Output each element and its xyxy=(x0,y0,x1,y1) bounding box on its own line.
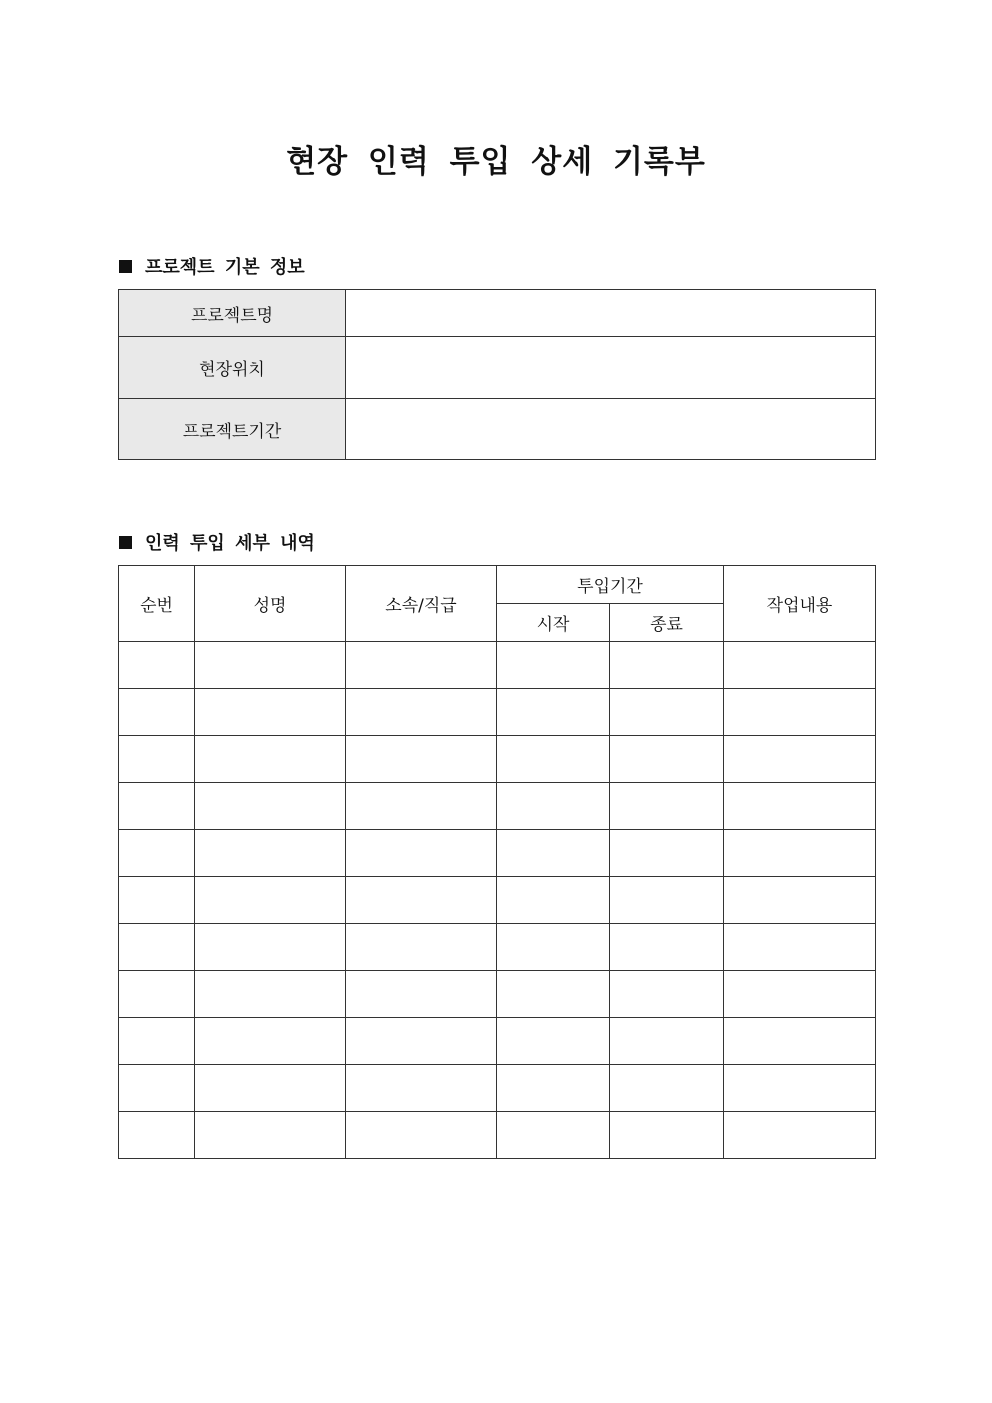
end-cell[interactable] xyxy=(610,1112,724,1159)
table-header-row xyxy=(119,566,876,604)
personnel-detail-table xyxy=(118,565,876,1159)
table-row xyxy=(119,337,876,399)
name-cell[interactable] xyxy=(195,924,346,971)
site-location-label: 현장위치 xyxy=(119,337,346,399)
start-cell[interactable] xyxy=(497,783,610,830)
no-cell[interactable] xyxy=(119,971,195,1018)
end-cell[interactable] xyxy=(610,971,724,1018)
no-cell[interactable] xyxy=(119,924,195,971)
column-header-no: 순번 xyxy=(119,566,195,642)
work-cell[interactable] xyxy=(724,1065,876,1112)
square-bullet-icon xyxy=(119,260,132,273)
end-cell[interactable] xyxy=(610,830,724,877)
affiliation-cell[interactable] xyxy=(346,877,497,924)
affiliation-cell[interactable] xyxy=(346,1065,497,1112)
document-title: 현장 인력 투입 상세 기록부 xyxy=(286,144,706,180)
start-cell[interactable] xyxy=(497,736,610,783)
affiliation-cell[interactable] xyxy=(346,689,497,736)
no-cell[interactable] xyxy=(119,1018,195,1065)
name-cell[interactable] xyxy=(195,1065,346,1112)
column-header-name: 성명 xyxy=(195,566,346,642)
table-row xyxy=(119,924,876,971)
name-cell[interactable] xyxy=(195,642,346,689)
start-cell[interactable] xyxy=(497,642,610,689)
table-row xyxy=(119,642,876,689)
end-cell[interactable] xyxy=(610,1018,724,1065)
table-row xyxy=(119,689,876,736)
column-header-period: 투입기간 xyxy=(497,566,724,604)
name-cell[interactable] xyxy=(195,1018,346,1065)
work-cell[interactable] xyxy=(724,689,876,736)
table-row xyxy=(119,290,876,337)
no-cell[interactable] xyxy=(119,736,195,783)
personnel-rows xyxy=(119,642,876,1159)
section-heading-project-info xyxy=(119,253,305,279)
column-header-affiliation: 소속/직급 xyxy=(346,566,497,642)
name-cell[interactable] xyxy=(195,877,346,924)
table-row xyxy=(119,1112,876,1159)
start-cell[interactable] xyxy=(497,924,610,971)
column-header-work: 작업내용 xyxy=(724,566,876,642)
start-cell[interactable] xyxy=(497,689,610,736)
affiliation-cell[interactable] xyxy=(346,642,497,689)
table-row xyxy=(119,971,876,1018)
start-cell[interactable] xyxy=(497,1018,610,1065)
affiliation-cell[interactable] xyxy=(346,1112,497,1159)
section-heading-personnel xyxy=(119,529,315,555)
end-cell[interactable] xyxy=(610,783,724,830)
start-cell[interactable] xyxy=(497,877,610,924)
affiliation-cell[interactable] xyxy=(346,1018,497,1065)
no-cell[interactable] xyxy=(119,830,195,877)
work-cell[interactable] xyxy=(724,1018,876,1065)
column-header-start: 시작 xyxy=(497,604,610,642)
affiliation-cell[interactable] xyxy=(346,924,497,971)
affiliation-cell[interactable] xyxy=(346,830,497,877)
project-period-field[interactable] xyxy=(346,399,876,460)
work-cell[interactable] xyxy=(724,877,876,924)
name-cell[interactable] xyxy=(195,783,346,830)
affiliation-cell[interactable] xyxy=(346,971,497,1018)
project-name-label: 프로젝트명 xyxy=(119,290,346,337)
affiliation-cell[interactable] xyxy=(346,783,497,830)
table-row xyxy=(119,399,876,460)
no-cell[interactable] xyxy=(119,1065,195,1112)
table-row xyxy=(119,877,876,924)
project-name-field[interactable] xyxy=(346,290,876,337)
project-period-label: 프로젝트기간 xyxy=(119,399,346,460)
table-row xyxy=(119,736,876,783)
work-cell[interactable] xyxy=(724,830,876,877)
start-cell[interactable] xyxy=(497,1065,610,1112)
end-cell[interactable] xyxy=(610,924,724,971)
name-cell[interactable] xyxy=(195,971,346,1018)
work-cell[interactable] xyxy=(724,642,876,689)
start-cell[interactable] xyxy=(497,971,610,1018)
work-cell[interactable] xyxy=(724,1112,876,1159)
end-cell[interactable] xyxy=(610,689,724,736)
work-cell[interactable] xyxy=(724,736,876,783)
work-cell[interactable] xyxy=(724,971,876,1018)
section-heading-text: 인력 투입 세부 내역 xyxy=(145,533,315,554)
no-cell[interactable] xyxy=(119,1112,195,1159)
table-row xyxy=(119,830,876,877)
name-cell[interactable] xyxy=(195,736,346,783)
work-cell[interactable] xyxy=(724,924,876,971)
no-cell[interactable] xyxy=(119,642,195,689)
square-bullet-icon xyxy=(119,536,132,549)
site-location-field[interactable] xyxy=(346,337,876,399)
table-row xyxy=(119,1065,876,1112)
end-cell[interactable] xyxy=(610,877,724,924)
no-cell[interactable] xyxy=(119,877,195,924)
table-row xyxy=(119,1018,876,1065)
end-cell[interactable] xyxy=(610,642,724,689)
column-header-end: 종료 xyxy=(610,604,724,642)
name-cell[interactable] xyxy=(195,1112,346,1159)
no-cell[interactable] xyxy=(119,689,195,736)
project-info-table xyxy=(118,289,876,460)
affiliation-cell[interactable] xyxy=(346,736,497,783)
section-heading-text: 프로젝트 기본 정보 xyxy=(145,257,305,278)
work-cell[interactable] xyxy=(724,783,876,830)
end-cell[interactable] xyxy=(610,1065,724,1112)
name-cell[interactable] xyxy=(195,830,346,877)
table-row xyxy=(119,783,876,830)
start-cell[interactable] xyxy=(497,830,610,877)
no-cell[interactable] xyxy=(119,783,195,830)
name-cell[interactable] xyxy=(195,689,346,736)
end-cell[interactable] xyxy=(610,736,724,783)
start-cell[interactable] xyxy=(497,1112,610,1159)
